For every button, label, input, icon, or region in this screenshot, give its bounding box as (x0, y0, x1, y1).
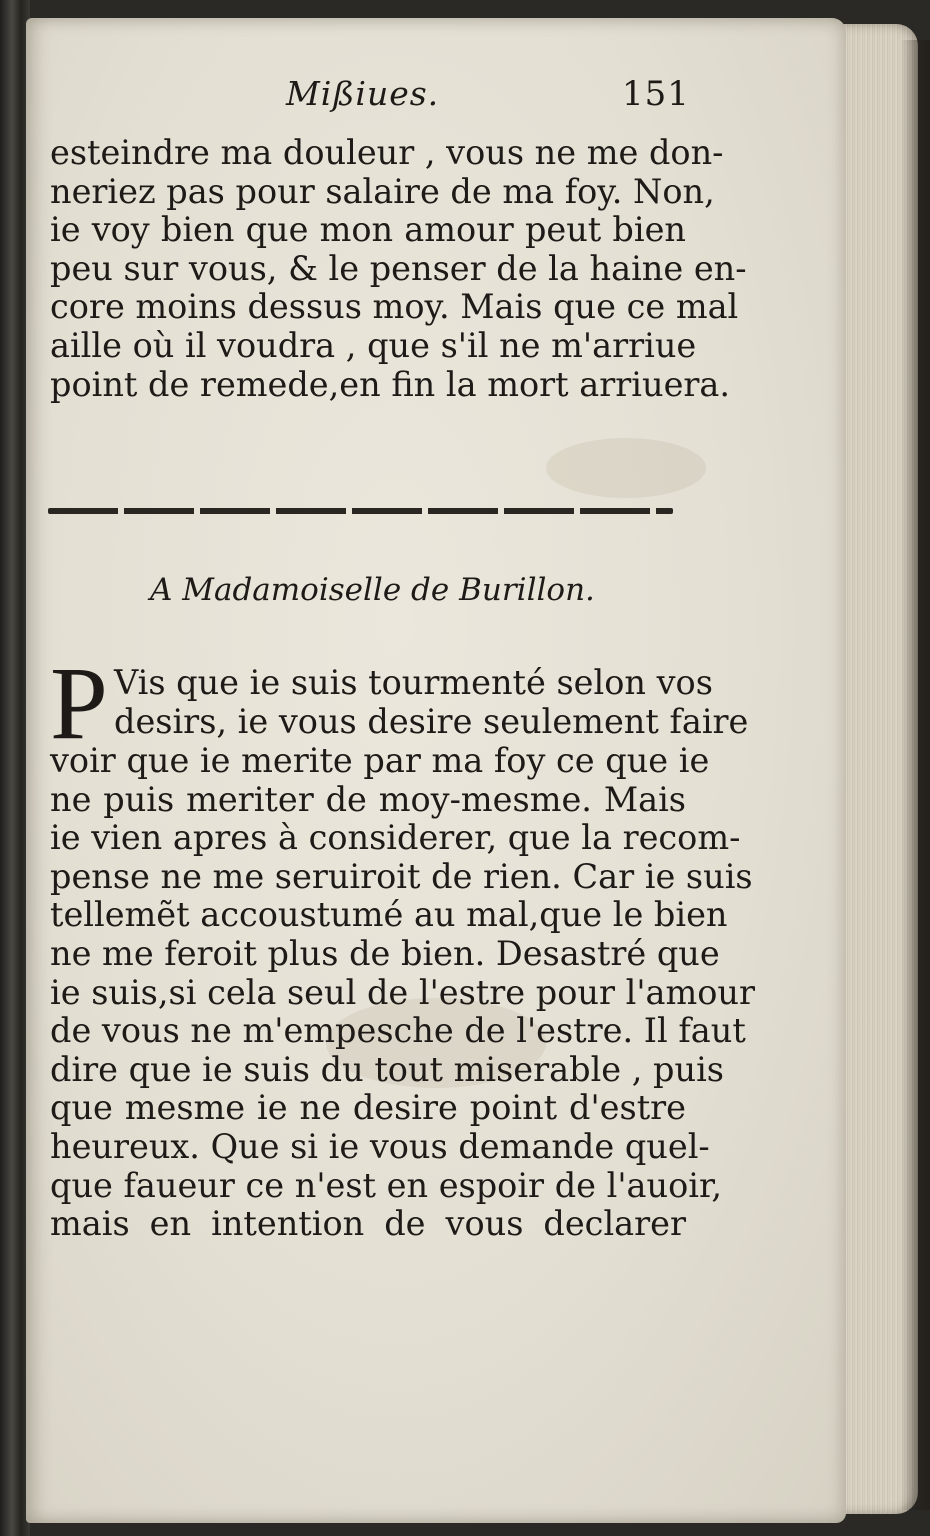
text-line: desirs, ie vous desire seulement faire (114, 701, 749, 741)
text-line: neriez pas pour salaire de ma foy. Non, (50, 171, 715, 211)
drop-cap: P (50, 646, 108, 761)
letter-body (50, 741, 756, 1244)
running-head: Mißiues. (286, 74, 440, 113)
text-line: mais en intention de vous declarer (50, 1204, 686, 1244)
section-divider (48, 508, 673, 514)
text-line: ie vien apres à considerer, que la recom- (50, 818, 741, 858)
text-line: peu sur vous, & le penser de la haine en- (50, 248, 747, 288)
text-line: core moins dessus moy. Mais que ce mal (50, 287, 739, 327)
text-line: que mesme ie ne desire point d'estre (50, 1088, 686, 1128)
text-line: heureux. Que si ie vous demande quel- (50, 1126, 710, 1166)
text-line: que faueur ce n'est en espoir de l'auoir, (50, 1165, 722, 1205)
text-line: ne me feroit plus de bien. Desastré que (50, 933, 720, 973)
text-line: esteindre ma douleur , vous ne me don- (50, 133, 724, 172)
text-line: ie suis,si cela seul de l'estre pour l'amour (50, 972, 756, 1012)
text-line: tellemẽt accoustumé au mal,que le bien (50, 895, 728, 935)
passage-top (50, 133, 747, 404)
text-line: aille où il voudra , que s'il ne m'arriue (50, 325, 697, 365)
text-line: de vous ne m'empesche de l'estre. Il faut (50, 1011, 746, 1051)
text-line: ie voy bien que mon amour peut bien (50, 210, 686, 250)
letter-salutation: A Madamoiselle de Burillon. (150, 572, 595, 608)
text-line: ne puis meriter de moy-mesme. Mais (50, 779, 686, 819)
text-line: voir que ie merite par ma foy ce que ie (50, 741, 710, 780)
text-line: Vis que ie suis tourmenté selon vos (114, 663, 713, 702)
text-line: dire que ie suis du tout miserable , puis (50, 1049, 724, 1089)
paper-stain (546, 438, 706, 498)
text-line: point de remede,en fin la mort arriuera. (50, 364, 731, 404)
letter-opening-lines (114, 663, 749, 741)
page-number: 151 (622, 74, 690, 114)
text-line: pense ne me seruiroit de rien. Car ie suis (50, 856, 753, 896)
page-edges-shadow (900, 40, 930, 1510)
